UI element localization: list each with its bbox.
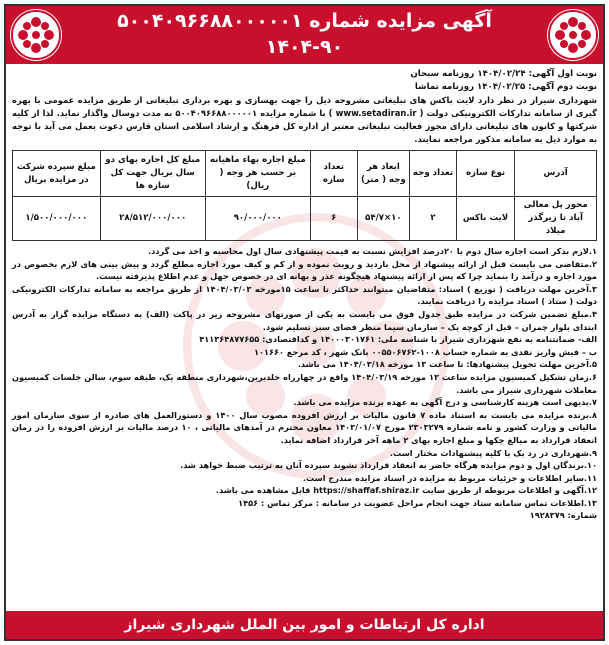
- column-header: تعداد سازه: [310, 151, 357, 197]
- notice-title: آگهی مزایده شماره ۵۰۰۴۰۹۶۶۸۸۰۰۰۰۰۱: [117, 10, 492, 32]
- condition-item: ۳.آخرین مهلت دریافت ( توزیع ) اسناد: متقاضیان میتوانند حداکثر تا ساعت ۱۵مورخه ۱۴۰۴/۰۳/۰۳ از طریق مراجعه به سامانه تدارکات الکترونیکی دولت ( ستاد ) اسناد مزایده را دریافت نمایند.: [12, 283, 597, 307]
- condition-item: ۶.زمان تشکیل کمیسیون مزایده ساعت ۱۳ مورخه ۱۴۰۴/۰۳/۱۹ واقع در چهارراه خلدبرین،شهرداری منطقه یک، طبقه سوم، سالن جلسات کمیسیون معاملات شهرداری شیراز می باشد.: [12, 371, 597, 395]
- table-cell: ۹۰/۰۰۰/۰۰۰: [205, 197, 310, 241]
- table-cell: محور پل معالی آباد تا زیرگذر میلاد: [515, 197, 597, 241]
- condition-item: ۱۲.آگهی و اطلاعات مربوطه از طریق سایت https://shaffaf.shiraz.ir قابل مشاهده می باشد.: [215, 485, 597, 496]
- table-cell: ۶: [310, 197, 357, 241]
- condition-item: ۸.برنده مزایده می بایست به استناد ماده ۷ قانون مالیات بر ارزش افزوده مصوب سال ۱۴۰۰ و دستورالعمل های صادره از سوی سازمان امور مالیاتی و وزارت کشور و نامه شماره ۲۳۰۳۲۷۹ مورخ ۱۴۰۳/۰۱/۰۷ معاون محترم در آمدهای مالیاتی ، ۱۰ درصد مالیات بر ارزش افزوده را در زمان انعقاد قرارداد به مبالغ چکها و مبلغ اجاره بهای ۲ ماهه آخر قرارداد اضافه نماید.: [12, 409, 598, 445]
- condition-item: ۱۰.برندگان اول و دوم مزایده هرگاه حاضر به انعقاد قرارداد نشوند سپرده آنان به ترتیب ضبط خواهد شد.: [180, 460, 597, 471]
- table-header-row: [13, 151, 597, 197]
- column-header: تعداد وجه: [410, 151, 457, 197]
- table-cell: لایت باکس: [456, 197, 514, 241]
- condition-item: ۱۱.سایر اطلاعات و جزئیات مربوط به مزایده در اسناد مزایده مندرج است.: [302, 472, 597, 483]
- table-row: [13, 197, 597, 241]
- condition-item: ۷.بدیهی است هزینه کارشناسی و درج آگهی به عهده برنده مزایده می باشد.: [293, 397, 597, 408]
- condition-item: ۱۳.اطلاعات تماس سامانه ستاد جهت انجام مراحل عضویت در سامانه : مرکز تماس : ۱۴۵۶: [238, 497, 597, 508]
- column-header: نوع سازه: [456, 151, 514, 197]
- first-publication-line: نوبت اول آگهی: ۱۴۰۴/۰۲/۲۴ روزنامه سبحان: [410, 69, 597, 79]
- table-cell: ۲۸/۵۱۲/۰۰۰/۰۰۰: [100, 197, 205, 241]
- column-header: ابعاد هر وجه ( متر): [357, 151, 410, 197]
- auction-items-table: [12, 150, 597, 241]
- table-cell: ۲: [410, 197, 457, 241]
- condition-item: ۹.شهرداری در رد یک یا کلیه پیشنهادات مختار است.: [389, 447, 597, 458]
- condition-item: الف- ضمانتنامه به نفع شهرداری شیراز با شناسه ملی: ۱۴۰۰۰۳۰۱۷۶۱ و کداقتصادی: ۴۱۱۳۶۴۸۷۷۶۵۵: [199, 334, 597, 345]
- table-cell: ۱/۵۰۰/۰۰۰/۰۰۰: [13, 197, 101, 241]
- second-publication-line: نوبت دوم آگهی: ۱۴۰۴/۰۲/۲۵ روزنامه تماشا: [414, 82, 597, 92]
- footer-banner: اداره کل ارتباطات و امور بین الملل شهرداری شیراز: [6, 611, 603, 639]
- condition-item: ب – فیش واریز نقدی به شماره حساب ۱۰۰۸-۰۰۵۵۰۶۷۶۲ بانک شهر ، کد مرجع ۱۰۱۶۶۰: [253, 346, 597, 357]
- condition-item: ۲.متقاضی می بایست قبل از ارائه پیشنهاد از محل بازدید و رویت نموده و از کم و کیف مورد اجاره مطلع گردد و پیش بینی های لازم بخصوص در مورد اجاره و درآمد را بنماید چرا که پس از ارائه پیشنهاد هیچگونه عذر و بهانه ای در خصوص جهل و عدم اطلاع پذیرفته نیست.: [12, 258, 597, 282]
- header-banner: [6, 6, 603, 64]
- condition-item: ۵.آخرین مهلت تحویل پیشنهادها: تا ساعت ۱۳ مورخه ۱۴۰۴/۰۳/۱۸ می باشد.: [297, 359, 597, 370]
- auction-notice-page: [4, 4, 605, 641]
- condition-item: ۱.لازم بذکر است اجاره سال دوم با ۲۰درصد افزایش نسبت به قیمت پیشنهادی سال اول محاسبه و اخذ می گردد.: [147, 246, 597, 256]
- condition-item: ۴.مبلغ تضمین شرکت در مزایده طبق جدول فوق می بایست به یکی از صورتهای مشروحه زیر در پاکت (الف) به دستگاه مزایده گزار به آدرس ابتدای بلوار چمران – قبل از کوچه یک – سازمان سیما منظر فضای سبز تسلیم شود.: [12, 308, 597, 332]
- table-cell: ۱۰×۵۴/۷: [357, 197, 410, 241]
- shiraz-municipality-logo-icon: [10, 9, 62, 61]
- column-header: مبلغ سپرده شرکت در مزایده بریال: [13, 151, 101, 197]
- notice-subtitle-number: ۱۴۰۴-۹۰: [265, 36, 344, 58]
- intro-paragraph: شهرداری شیراز در نظر دارد لایت باکس های تبلیغاتی مشروحه ذیل را جهت بهسازی و بهره برداری تبلیغاتی از طریق مزایده عمومی با بهره گیری از سامانه تدارکات الکترونیکی دولت ( www.setadiran.ir ) با شماره مزایده ۵۰۰۴۰۹۶۶۸۸۰۰۰۰۰۱ به مدت دوسال واگذار نماید. لذا از کلیه شرکتها و کانون های تبلیغاتی دارای مجوز فعالیت تبلیغاتی معتبر از اداره کل فرهنگ و ارشاد اسلامی استان فارس دعوت بعمل می آید با توجه به موارد ذیل به سامانه مذکور مراجعه نمایند.: [12, 95, 597, 144]
- shiraz-municipality-logo-icon: [547, 9, 599, 61]
- column-header: مبلغ اجاره بهاء ماهیانه بر حسب هر وجه ( ریال): [205, 151, 310, 197]
- column-header: آدرس: [515, 151, 597, 197]
- notice-body: [12, 68, 597, 522]
- column-header: مبلغ کل اجاره بهای دو سال بریال جهت کل سازه ها: [100, 151, 205, 197]
- conditions-list: [12, 245, 597, 522]
- reference-number: شماره: ۱۹۲۸۳۷۹: [529, 510, 597, 521]
